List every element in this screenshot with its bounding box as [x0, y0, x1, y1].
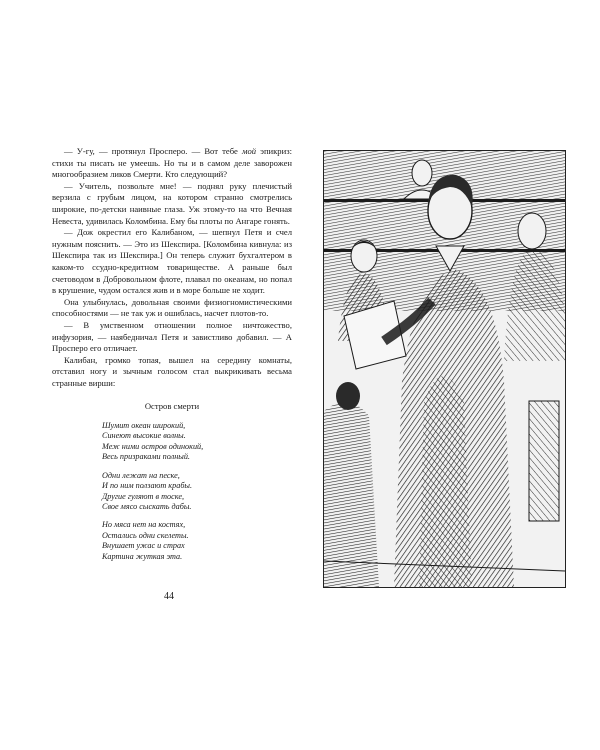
paragraph-1: [52, 146, 292, 181]
paragraph-3: — Дож окрестил его Калибаном, — шепнул Петя и счел нужным пояснить. — Это из Шекспира. [Коломбина кивнула: из Шекспира так из Шекспира.] Он теперь служит бухгалтером в каком-то ссудно-кредитном товариществе. А раньше был счетоводом в Добровольном флоте, плавал по океанам, но попал в крушение, чудом остался жив и в море больше не ходит.: [52, 227, 292, 296]
engraving-illustration: [323, 150, 566, 588]
figure-seated-head: [336, 382, 360, 410]
poem-line: Картина жуткая эта.: [102, 551, 183, 561]
poem-line: Меж ними остров одинокий,: [102, 441, 204, 451]
paragraph-6: Калибан, громко топая, вышел на середину комнаты, отставил ногу и зычным голосом стал выкрикивать весьма странные вирши:: [52, 354, 292, 388]
paragraph-1-text-b: эпикриз: стихи ты писать не умеешь. Но ты и в самом деле заворожен многообразием ликов Смерти. Кто следующий?: [52, 146, 292, 180]
poem-line: Остались одни скелеты.: [102, 530, 189, 540]
paragraph-1-text-a: — У-гу, — протянул Просперо. — Вот тебе: [64, 146, 242, 156]
illustration-icon: [324, 151, 565, 587]
figure-right-head: [518, 213, 546, 249]
poem-line: Синеют высокие волны.: [102, 431, 186, 441]
poem-line: Шумит океан широкий,: [102, 421, 186, 431]
poem-line: Внушает ужас и страх: [102, 541, 185, 551]
poem-line: Свое мясо сыскать дабы.: [102, 501, 192, 511]
paragraph-4: Она улыбнулась, довольная своими физиогномистическими способностями — не так уж и ошиблась, насчет плотов-то.: [52, 296, 292, 319]
chair-right: [529, 401, 559, 521]
main-figure-coat-shadow: [419, 376, 472, 587]
left-page: [52, 146, 292, 570]
paragraph-2: — Учитель, позвольте мне! — поднял руку плечистый верзила с грубым лицом, на котором странно смотрелись широкие, по-детски наивные глаза. Уж этому-то на что Вечная Невеста, удивилась Коломбина. Ему бы плоты по Ангаре гонять.: [52, 180, 292, 226]
bust-head: [412, 160, 432, 186]
paragraph-1-emphasis: мой: [241, 146, 257, 156]
poem-stanza-2: [102, 471, 292, 513]
poem-line: И по ним ползают крабы.: [102, 481, 193, 491]
poem-title: Остров смерти: [144, 401, 200, 412]
page-number: 44: [164, 591, 174, 602]
poem-stanza-1: [102, 421, 292, 463]
poem-line: Но мяса нет на костях,: [102, 520, 186, 530]
poem-line: Другие гуляют в тоске,: [102, 491, 185, 501]
figure-seated-body: [324, 402, 379, 587]
poem-stanza-3: [102, 520, 292, 562]
paragraph-5: — В умственном отношении полное ничтожество, инфузория, — наябедничал Петя и завистливо добавил. — А Просперо его отличает.: [52, 319, 292, 354]
poem-line: Весь призраками полный.: [102, 452, 190, 462]
poem-line: Одни лежат на песке,: [102, 470, 180, 480]
figure-left-head: [351, 240, 377, 272]
